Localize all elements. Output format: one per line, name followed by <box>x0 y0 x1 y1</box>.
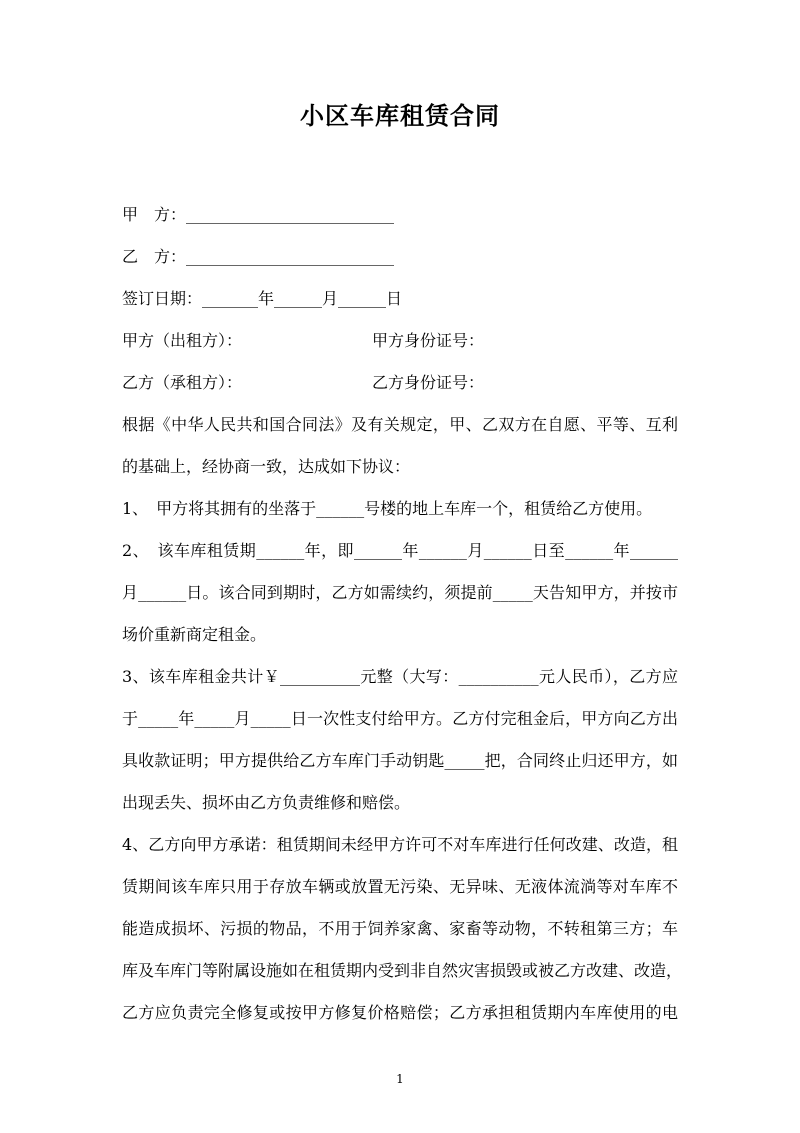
lessee-id-label: 乙方身份证号： <box>372 373 485 392</box>
body-line: 乙方应负责完全修复或按甲方修复价格赔偿；乙方承担租赁期内车库使用的电 <box>122 1003 678 1022</box>
body-line: 出现丢失、损坏由乙方负责维修和赔偿。 <box>122 793 411 812</box>
page-number: 1 <box>396 1072 404 1086</box>
body-line: 场价重新商定租金。 <box>122 625 267 644</box>
body-line: 月______日。该合同到期时，乙方如需续约，须提前_____天告知甲方，并按市 <box>122 583 678 602</box>
body-line: 库及车库门等附属设施如在租赁期内受到非自然灾害损毁或被乙方改建、改造， <box>122 961 683 980</box>
party-a-line: 甲 方：__________________________ <box>122 205 395 224</box>
body-line: 的基础上，经协商一致，达成如下协议： <box>122 457 411 476</box>
clause-1: 1、 甲方将其拥有的坐落于______号楼的地上车库一个，租赁给乙方使用。 <box>122 499 653 518</box>
sign-date-line: 签订日期：_______年______月______日 <box>122 289 403 308</box>
lessor-label: 甲方（出租方）： <box>122 331 243 350</box>
party-b-line: 乙 方：__________________________ <box>122 247 395 266</box>
body-line: 赁期间该车库只用于存放车辆或放置无污染、无异味、无液体流淌等对车库不 <box>122 877 678 896</box>
lessee-label: 乙方（承租方）： <box>122 373 243 392</box>
body-line: 根据《中华人民共和国合同法》及有关规定，甲、乙双方在自愿、平等、互利 <box>122 415 678 434</box>
body-line: 具收款证明；甲方提供给乙方车库门手动钥匙_____把，合同终止归还甲方，如 <box>122 751 678 770</box>
body-line: 于_____年_____月_____日一次性支付给甲方。乙方付完租金后，甲方向乙方出 <box>122 709 678 728</box>
clause-2: 2、 该车库租赁期______年，即______年______月______日至______年______ <box>122 541 678 560</box>
lessor-id-label: 甲方身份证号： <box>372 331 485 350</box>
clause-4: 4、乙方向甲方承诺：租赁期间未经甲方许可不对车库进行任何改建、改造，租 <box>122 835 678 854</box>
body-line: 能造成损坏、污损的物品，不用于饲养家禽、家畜等动物，不转租第三方；车 <box>122 919 678 938</box>
page-title: 小区车库租赁合同 <box>300 102 500 130</box>
clause-3: 3、该车库租金共计￥__________元整（大写：__________元人民币），乙方应 <box>122 667 678 686</box>
